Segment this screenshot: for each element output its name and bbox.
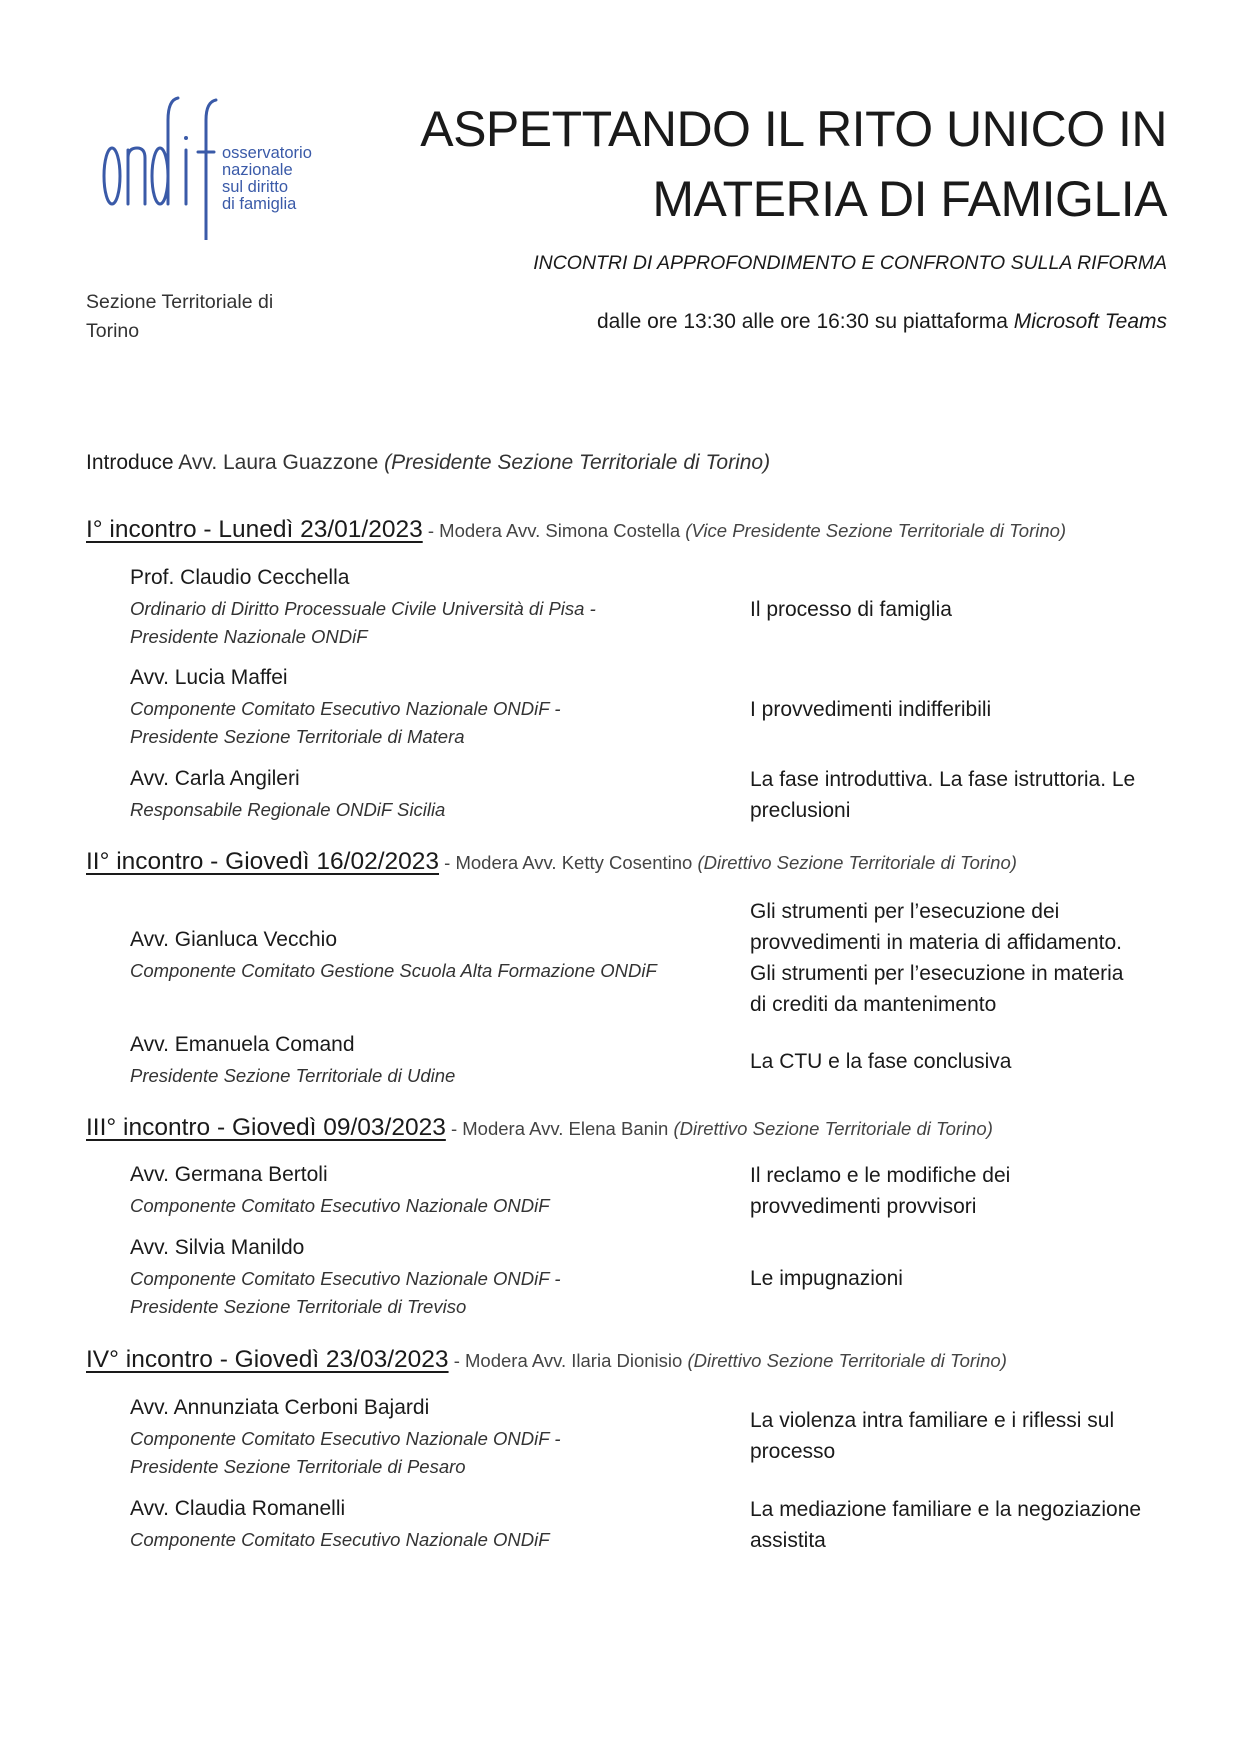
speaker-name: Avv. Silvia Manildo [130,1236,305,1259]
title-line-1: ASPETTANDO IL RITO UNICO IN [420,101,1167,157]
speaker-role-line: Responsabile Regionale ONDiF Sicilia [130,799,446,820]
talk-topic-line: di crediti da mantenimento [750,993,997,1016]
talk-topic [750,764,1170,826]
speaker-role-line: Ordinario di Diritto Processuale Civile Università di Pisa - [130,598,596,619]
speaker-name: Avv. Lucia Maffei [130,666,288,689]
speaker-role-line: Componente Comitato Esecutivo Nazionale ONDiF [130,1529,550,1550]
speaker-role-line: Presidente Nazionale ONDiF [130,626,368,647]
speaker-name: Avv. Germana Bertoli [130,1163,328,1186]
talk-topic: La CTU e la fase conclusiva [750,1050,1012,1073]
talk-topic-line: Il reclamo e le modifiche dei [750,1164,1011,1187]
ondif-logo [98,80,328,240]
talk-topic: Il processo di famiglia [750,598,952,621]
speaker-name: Avv. Annunziata Cerboni Bajardi [130,1396,430,1419]
speaker-role-line: Componente Comitato Esecutivo Nazionale ONDiF [130,1195,550,1216]
meeting-title: I° incontro - Lunedì 23/01/2023 [86,516,423,543]
meeting-moderator: - Modera Avv. Simona Costella [427,520,681,541]
meeting-moderator-role: (Direttivo Sezione Territoriale di Torino) [673,1118,993,1139]
speaker-role [130,595,690,651]
talk-topic-line: La mediazione familiare e la negoziazione [750,1498,1142,1521]
logo-line-4: di famiglia [222,195,297,213]
talk-topic [750,1160,1170,1222]
section-label-line-2: Torino [86,320,140,342]
meeting-title: III° incontro - Giovedì 09/03/2023 [86,1114,446,1141]
talk-topic-line: La violenza intra familiare e i riflessi sul [750,1409,1115,1432]
section-label-line-1: Sezione Territoriale di [86,291,274,313]
page-title [347,94,1167,234]
talk-topic-line: Gli strumenti per l’esecuzione in materia [750,962,1124,985]
intro-name: Avv. Laura Guazzone [178,451,379,474]
meeting-moderator-role: (Direttivo Sezione Territoriale di Torino) [687,1350,1007,1371]
speaker-name: Avv. Claudia Romanelli [130,1497,346,1520]
speaker-role-line: Componente Comitato Esecutivo Nazionale ONDiF - [130,1268,561,1289]
speaker-role [130,1192,690,1220]
talk-topic [750,896,1170,1020]
speaker-role-line: Componente Comitato Gestione Scuola Alta Formazione ONDiF [130,960,657,981]
speaker-name: Avv. Emanuela Comand [130,1033,355,1056]
speaker-role [130,1526,690,1554]
talk-topic-line: provvedimenti provvisori [750,1195,977,1218]
speaker-role [130,957,690,985]
speaker-role [130,695,690,751]
meeting-moderator: - Modera Avv. Ketty Cosentino [444,852,693,873]
talk-topic [750,1405,1170,1467]
meeting-moderator: - Modera Avv. Ilaria Dionisio [453,1350,683,1371]
talk-topic: Le impugnazioni [750,1267,903,1290]
meeting-moderator-role: (Direttivo Sezione Territoriale di Torino) [697,852,1017,873]
meeting-moderator: - Modera Avv. Elena Banin [450,1118,669,1139]
talk-topic-line: assistita [750,1529,826,1552]
talk-topic [750,1494,1170,1556]
speaker-name: Avv. Carla Angileri [130,767,300,790]
schedule-line [347,310,1167,334]
logo-line-1: osservatorio [222,144,312,162]
intro-role: (Presidente Sezione Territoriale di Torino) [384,451,771,474]
meeting-2-heading [86,848,1017,876]
speaker-role [130,1425,690,1481]
speaker-role [130,1265,690,1321]
schedule-platform: Microsoft Teams [1013,310,1167,333]
meeting-title: IV° incontro - Giovedì 23/03/2023 [86,1346,449,1373]
speaker-role-line: Presidente Sezione Territoriale di Pesaro [130,1456,466,1477]
speaker-role-line: Presidente Sezione Territoriale di Udine [130,1065,456,1086]
intro-lead: Introduce [86,451,174,474]
talk-topic-line: processo [750,1440,836,1463]
meeting-3-heading [86,1114,993,1142]
speaker-role-line: Componente Comitato Esecutivo Nazionale ONDiF - [130,1428,561,1449]
talk-topic-line: provvedimenti in materia di affidamento. [750,931,1122,954]
meeting-4-heading [86,1346,1007,1374]
talk-topic: I provvedimenti indifferibili [750,698,992,721]
meeting-moderator-role: (Vice Presidente Sezione Territoriale di Torino) [685,520,1067,541]
meeting-1-heading [86,516,1066,544]
speaker-role-line: Componente Comitato Esecutivo Nazionale ONDiF - [130,698,561,719]
logo-line-2: nazionale [222,161,293,179]
intro-line [86,451,770,475]
meeting-title: II° incontro - Giovedì 16/02/2023 [86,848,440,875]
speaker-name: Prof. Claudio Cecchella [130,566,350,589]
talk-topic-line: Gli strumenti per l’esecuzione dei [750,900,1060,923]
page-subtitle: INCONTRI DI APPROFONDIMENTO E CONFRONTO SULLA RIFORMA [533,252,1167,274]
speaker-role [130,1062,690,1090]
title-line-2: MATERIA DI FAMIGLIA [652,171,1167,227]
schedule-prefix: dalle ore 13:30 alle ore 16:30 su piattaforma [596,310,1008,333]
talk-topic-line: La fase introduttiva. La fase istruttoria. Le [750,768,1136,791]
section-label [86,288,326,346]
speaker-role [130,796,690,824]
speaker-role-line: Presidente Sezione Territoriale di Matera [130,726,465,747]
talk-topic-line: preclusioni [750,799,851,822]
speaker-role-line: Presidente Sezione Territoriale di Treviso [130,1296,467,1317]
logo-line-3: sul diritto [222,178,289,196]
speaker-name: Avv. Gianluca Vecchio [130,928,338,951]
